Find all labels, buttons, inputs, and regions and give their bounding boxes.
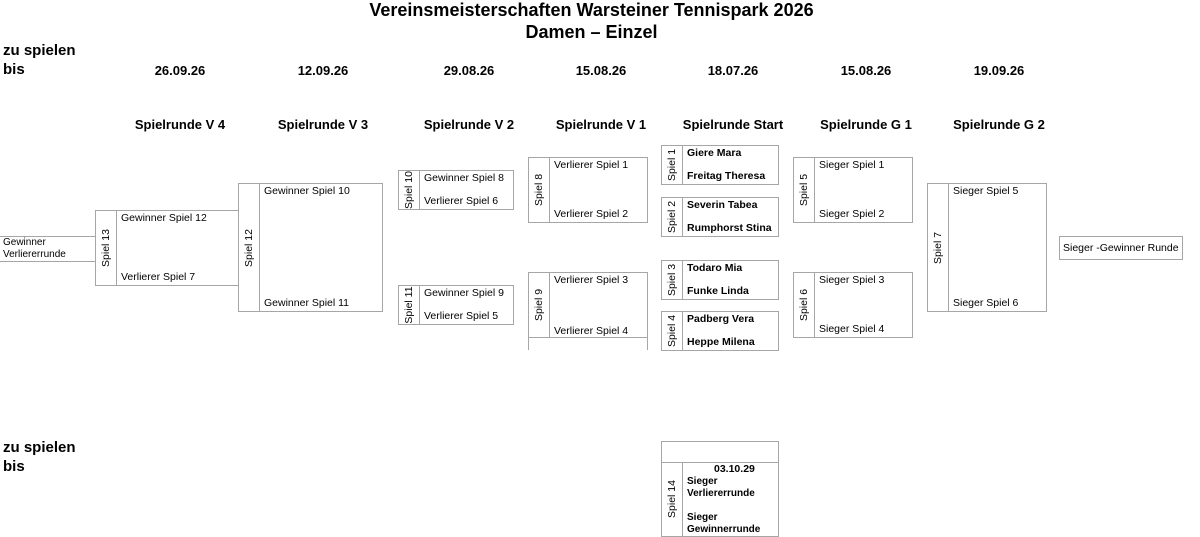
match-1-bottom: Freitag Theresa	[687, 170, 766, 182]
match-14-bottom: Sieger Gewinnerrunde	[687, 512, 761, 535]
match-4-top: Padberg Vera	[687, 313, 755, 325]
match-7	[927, 183, 1047, 312]
round-name-v4: Spielrunde V 4	[134, 117, 226, 132]
match-9-bottom: Verlierer Spiel 4	[554, 325, 629, 337]
left-winner-text: Gewinner Verliererrunde	[3, 237, 66, 260]
match-4-label	[662, 312, 683, 350]
match-13-label-text: Spiel 13	[100, 229, 112, 267]
match-2-label-text: Spiel 2	[666, 200, 678, 234]
match-14-label-text: Spiel 14	[666, 480, 678, 518]
round-name-v1: Spielrunde V 1	[555, 117, 647, 132]
match-11-bottom: Verlierer Spiel 5	[424, 310, 499, 322]
match-14-top: Sieger Verliererrunde	[687, 476, 755, 499]
match-6	[793, 272, 913, 338]
match-12-bottom: Gewinner Spiel 11	[264, 297, 350, 309]
match-5-label-text: Spiel 5	[798, 173, 810, 207]
match-4-bottom: Heppe Milena	[687, 336, 755, 348]
round-date-v1: 15.08.26	[575, 63, 627, 78]
match-7-label	[928, 184, 949, 311]
final-deadline-label: zu spielen bis	[3, 439, 76, 475]
match-2-bottom: Rumphorst Stina	[687, 222, 772, 234]
round-name-v2: Spielrunde V 2	[423, 117, 515, 132]
match-5	[793, 157, 913, 223]
match-12-label-text: Spiel 12	[243, 228, 255, 267]
match-6-label-text: Spiel 6	[798, 288, 810, 322]
round-date-v4: 26.09.26	[154, 63, 206, 78]
round-date-start: 18.07.26	[707, 63, 759, 78]
match-2-top: Severin Tabea	[687, 199, 758, 211]
match-13-top: Gewinner Spiel 12	[121, 212, 207, 224]
match-9-label-text: Spiel 9	[533, 288, 545, 322]
match-1	[661, 145, 779, 185]
match-1-top: Giere Mara	[687, 147, 742, 159]
match-12-top: Gewinner Spiel 10	[264, 185, 350, 197]
round-date-v3: 12.09.26	[297, 63, 349, 78]
match-10-label	[399, 171, 420, 209]
match-9	[528, 272, 648, 350]
deadline-label: zu spielen bis	[3, 42, 76, 78]
match-3	[661, 260, 779, 300]
right-winner-box	[1059, 236, 1183, 260]
match-4-label-text: Spiel 4	[666, 314, 678, 348]
match-8-label-text: Spiel 8	[533, 173, 545, 207]
match-13-bottom: Verlierer Spiel 7	[121, 271, 196, 283]
match-6-label	[794, 273, 815, 337]
right-winner-text: Sieger -Gewinner Runde	[1063, 242, 1179, 254]
page-subtitle: Damen – Einzel	[525, 22, 658, 42]
match-3-label-text: Spiel 3	[666, 263, 678, 297]
match-7-label-text: Spiel 7	[932, 231, 944, 264]
match-14-label	[662, 462, 683, 536]
match-1-label	[662, 146, 683, 184]
match-13	[95, 210, 239, 286]
round-name-start-text: Spielrunde Start	[682, 117, 784, 131]
round-name-g1: Spielrunde G 1	[820, 117, 912, 132]
match-9-top: Verlierer Spiel 3	[554, 274, 629, 286]
match-8-bottom: Verlierer Spiel 2	[554, 208, 629, 220]
match-9-label	[529, 273, 550, 338]
match-3-top: Todaro Mia	[687, 262, 743, 274]
match-2-label	[662, 198, 683, 236]
round-name-g2: Spielrunde G 2	[953, 117, 1045, 132]
match-10-label-text: Spiel 10	[403, 171, 415, 209]
page-title: Vereinsmeisterschaften Warsteiner Tennispark 2026	[369, 0, 814, 20]
match-2	[661, 197, 779, 237]
match-11-label-text: Spiel 11	[403, 286, 415, 324]
match-4	[661, 311, 779, 351]
match-8-label	[529, 158, 550, 222]
match-8	[528, 157, 648, 223]
match-6-bottom: Sieger Spiel 4	[819, 323, 885, 335]
match-5-top: Sieger Spiel 1	[819, 159, 885, 171]
round-name-v3: Spielrunde V 3	[277, 117, 369, 132]
match-8-top: Verlierer Spiel 1	[554, 159, 629, 171]
left-winner-box	[0, 236, 96, 262]
match-5-bottom: Sieger Spiel 2	[819, 208, 885, 220]
match-14	[661, 441, 779, 537]
match-14-date: 03.10.29	[714, 463, 755, 475]
match-12	[238, 183, 383, 312]
match-3-bottom: Funke Linda	[687, 285, 749, 297]
round-date-v2: 29.08.26	[443, 63, 495, 78]
round-date-g1: 15.08.26	[840, 63, 892, 78]
match-11	[398, 285, 514, 325]
match-7-top: Sieger Spiel 5	[953, 185, 1019, 197]
match-3-label	[662, 261, 683, 299]
match-6-top: Sieger Spiel 3	[819, 274, 885, 286]
match-11-label	[399, 286, 420, 324]
match-9-divider	[529, 337, 647, 338]
match-5-label	[794, 158, 815, 222]
match-12-label	[239, 184, 260, 311]
match-10-bottom: Verlierer Spiel 6	[424, 195, 499, 207]
match-10-top: Gewinner Spiel 8	[424, 172, 504, 184]
match-7-bottom: Sieger Spiel 6	[953, 297, 1019, 309]
match-13-label	[96, 211, 117, 285]
match-1-label-text: Spiel 1	[666, 148, 678, 182]
round-name-start	[673, 99, 793, 131]
match-10	[398, 170, 514, 210]
match-11-top: Gewinner Spiel 9	[424, 287, 504, 299]
round-date-g2: 19.09.26	[973, 63, 1025, 78]
